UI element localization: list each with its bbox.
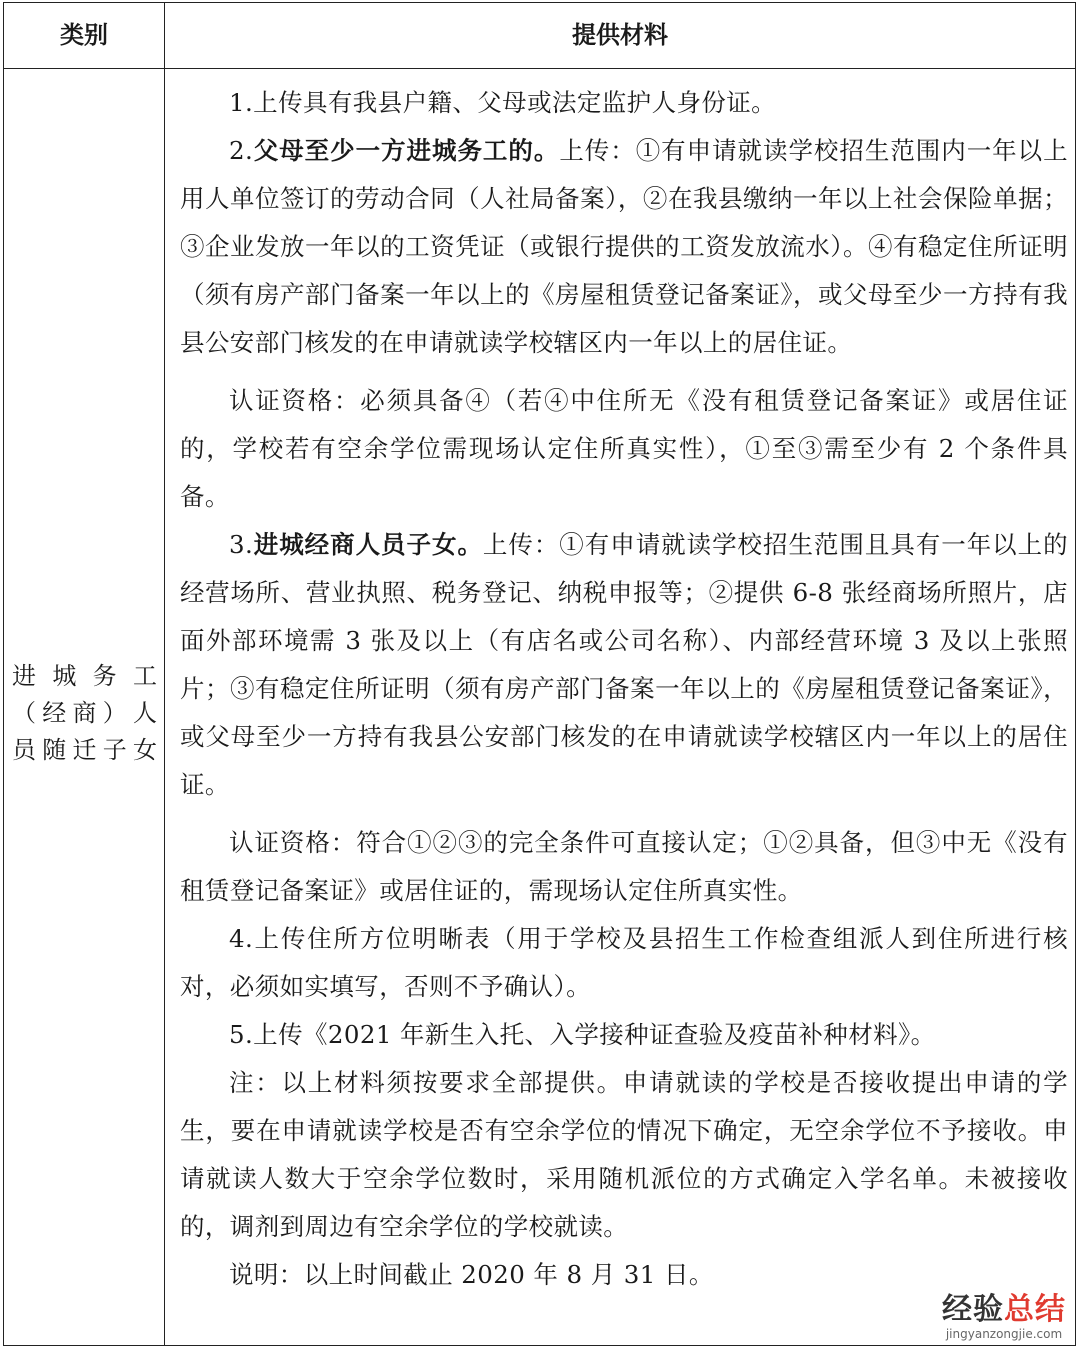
item-5: 5.上传《2021 年新生入托、入学接种证查验及疫苗补种材料》。 [229, 1020, 936, 1049]
item-3-number: 3. [229, 530, 254, 559]
materials-table [3, 2, 1076, 1346]
header-materials: 提供材料 [572, 21, 668, 49]
item-3-qualification: 认证资格：符合①②③的完全条件可直接认定；①②具备，但③中无《没有租赁登记备案证》或居住证的，需现场认定住所真实性。 [180, 828, 1068, 905]
materials-content [180, 79, 1068, 1299]
item-3-heading: 进城经商人员子女。 [253, 530, 483, 559]
column-divider [164, 3, 165, 1345]
header-category: 类别 [60, 21, 108, 49]
item-2-number: 2. [229, 136, 254, 165]
item-3-text: 上传：①有申请就读学校招生范围且具有一年以上的经营场所、营业执照、税务登记、纳税申报等；②提供 6-8 张经商场所照片，店面外部环境需 3 张及以上（有店名或公司名称）、内部经营环境 3 及以上张照片；③有稳定住所证明（须有房产部门备案一年以上的《房屋租赁登记备案证》，或父母至少一方持有我县公安部门核发的在申请就读学校辖区内一年以上的居住证。 [180, 530, 1068, 799]
item-3 [180, 521, 1068, 809]
category-line: （经商）人 [12, 699, 158, 727]
item-2-qualification: 认证资格：必须具备④（若④中住所无《没有租赁登记备案证》或居住证的，学校若有空余学位需现场认定住所真实性），①至③需至少有 2 个条件具备。 [180, 386, 1068, 511]
item-4: 4.上传住所方位明晰表（用于学校及县招生工作检查组派人到住所进行核对，必须如实填写，否则不予确认）。 [180, 924, 1068, 1001]
category-line: 员随迁子女 [12, 736, 158, 764]
site-watermark [942, 1293, 1066, 1341]
watermark-title-a: 经验 [942, 1292, 1004, 1327]
item-2-text: 上传：①有申请就读学校招生范围内一年以上用人单位签订的劳动合同（人社局备案），②在我县缴纳一年以上社会保险单据；③企业发放一年以的工资凭证（或银行提供的工资发放流水）。④有稳定住所证明（须有房产部门备案一年以上的《房屋租赁登记备案证》，或父母至少一方持有我县公安部门核发的在申请就读学校辖区内一年以上的居住证。 [180, 136, 1068, 357]
watermark-title-b: 总结 [1004, 1292, 1066, 1327]
watermark-url: jingyanzongjie.com [945, 1327, 1063, 1341]
watermark-title [942, 1293, 1066, 1327]
category-line: 进城务工 [12, 662, 158, 690]
category-cell [12, 658, 158, 769]
explanation-paragraph: 说明：以上时间截止 2020 年 8 月 31 日。 [229, 1260, 714, 1289]
item-1: 1.上传具有我县户籍、父母或法定监护人身份证。 [229, 88, 777, 117]
item-2 [180, 127, 1068, 367]
note-paragraph: 注：以上材料须按要求全部提供。申请就读的学校是否接收提出申请的学生，要在申请就读学校是否有空余学位的情况下确定，无空余学位不予接收。申请就读人数大于空余学位数时，采用随机派位的方式确定入学名单。未被接收的，调剂到周边有空余学位的学校就读。 [180, 1068, 1068, 1241]
item-2-heading: 父母至少一方进城务工的。 [253, 136, 560, 165]
